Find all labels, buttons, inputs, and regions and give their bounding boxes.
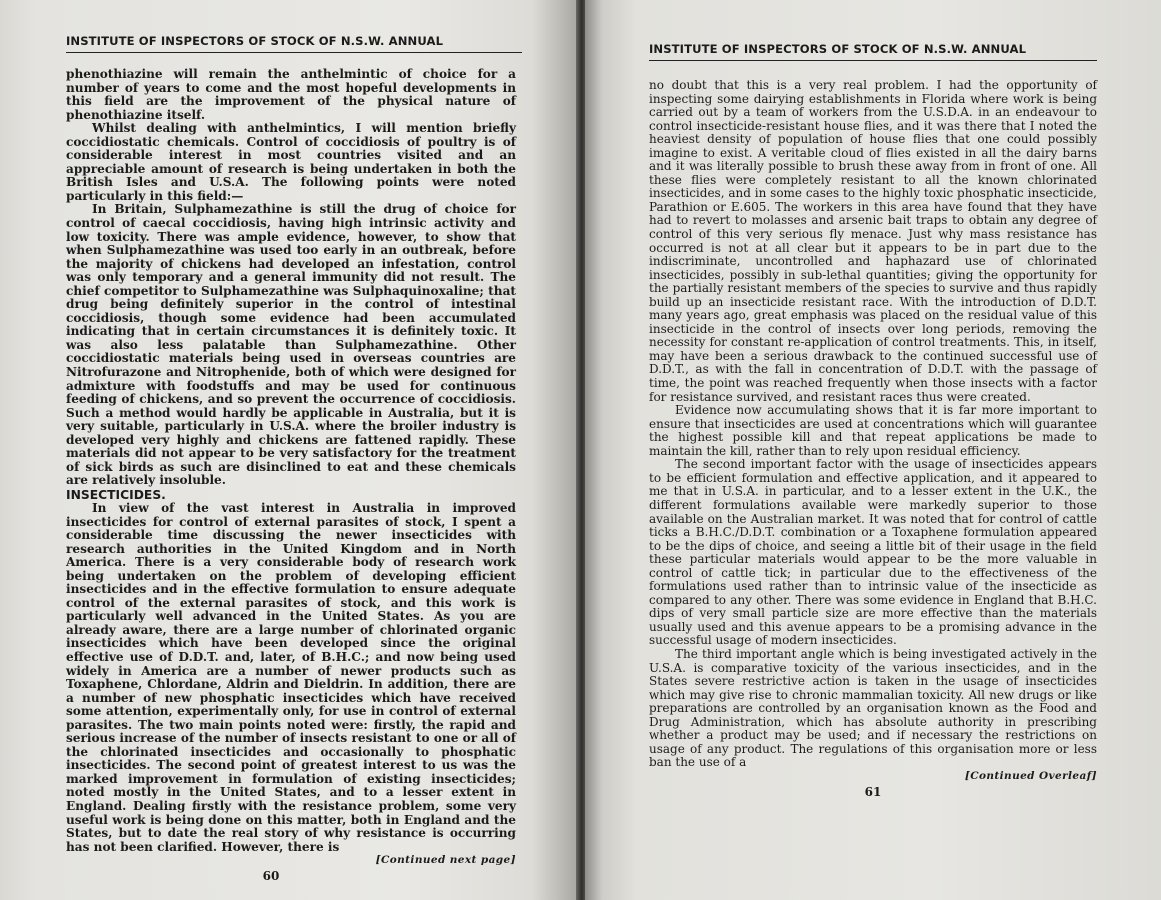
page-body bbox=[66, 68, 516, 854]
paragraph: The second important factor with the usage of insecticides appears to be efficient formulation and effective application, and it appeared to me that in U.S.A. in particular, and to a lesser extent in the U.K., the different formulations available were markedly superior to those available on the Australian market. It was noted that for control of cattle ticks a B.H.C./D.D.T. combination or a Toxaphene formulation appeared to be the dips of choice, and seeing a little bit of their usage in the field these particular materials would appear to be the more valuable in control of cattle tick; in particular due to the effectiveness of the formulations used rather than to intrinsic value of the insecticide as compared to any other. There was some evidence in England that B.H.C. dips of very small particle size are more effective than the materials usually used and this avenue appears to be a promising advance in the successful usage of modern insecticides. bbox=[649, 457, 1097, 648]
page-number: 60 bbox=[262, 869, 280, 884]
paragraph: Evidence now accumulating shows that it is far more important to ensure that insecticides are used at concentrations which will guarantee the highest possible kill and that repeat applications be made to maintain the kill, rather than to rely upon residual efficiency. bbox=[649, 403, 1097, 458]
continued-note: [Continued next page] bbox=[375, 854, 516, 867]
paragraph: phenothiazine will remain the anthelmintic of choice for a number of years to come and the most hopeful developments in this field are the improvement of the physical nature of phenothiazine itself. bbox=[66, 67, 516, 122]
page-number: 61 bbox=[864, 784, 882, 799]
paragraph: The third important angle which is being investigated actively in the U.S.A. is comparative toxicity of the various insecticides, and in the States severe restrictive action is taken in the usage of insecticides which may give rise to chronic mammalian toxicity. All new drugs or like preparations are controlled by an organisation known as the Food and Drug Administration, which has absolute authority in prescribing whether a product may be used; and if necessary the restrictions on usage of any product. The regulations of this organisation more or less ban the use of a bbox=[649, 646, 1097, 770]
paragraph: Whilst dealing with anthelmintics, I will mention briefly coccidiostatic chemicals. Control of coccidiosis of poultry is of considerable interest in most countries visited and an appreciable amount of research is being undertaken in both the British Isles and U.S.A. The following points were noted particularly in this field:— bbox=[66, 121, 516, 203]
running-header: INSTITUTE OF INSPECTORS OF STOCK OF N.S.W. ANNUAL bbox=[66, 34, 522, 53]
continued-note: [Continued Overleaf] bbox=[964, 769, 1097, 782]
running-header: INSTITUTE OF INSPECTORS OF STOCK OF N.S.W. ANNUAL bbox=[649, 42, 1097, 61]
paragraph: In Britain, Sulphamezathine is still the drug of choice for control of caecal coccidiosis, having high intrinsic activity and low toxicity. There was ample evidence, however, to show that when Sulphamezathine was used too early in an outbreak, before the majority of chickens had developed an infestation, control was only temporary and a general immunity did not result. The chief competitor to Sulphamezathine was Sulphaquinoxaline; that drug being definitely superior in the control of intestinal coccidiosis, though some evidence had been accumulated indicating that in certain circumstances it is definitely toxic. It was also less palatable than Sulphamezathine. Other coccidiostatic materials being used in overseas countries are Nitrofurazone and Nitrophenide, both of which were designed for admixture with foodstuffs and may be used for continuous feeding of chickens, and so prevent the occurrence of coccidiosis. Such a method would hardly be applicable in Australia, but it is very suitable, particularly in U.S.A. where the broiler industry is developed very highly and chickens are fattened rapidly. These materials did not appear to be very satisfactory for the treatment of sick birds as such are disinclined to eat and these chemicals are relatively insoluble. bbox=[66, 202, 516, 488]
page-body bbox=[649, 79, 1097, 770]
section-heading: INSECTICIDES. bbox=[66, 487, 166, 502]
paragraph: In view of the vast interest in Australia in improved insecticides for control of external parasites of stock, I spent a considerable time discussing the newer insecticides with research authorities in the United Kingdom and in North America. There is a very considerable body of research work being undertaken on the problem of developing efficient insecticides and in the effective formulation to ensure adequate control of the external parasites of stock, and this work is particularly well advanced in the United States. As you are already aware, there are a large number of chlorinated organic insecticides which have been developed since the original effective use of D.D.T. and, later, of B.H.C.; and now being used widely in America are a number of newer products such as Toxaphene, Chlordane, Aldrin and Dieldrin. In addition, there are a number of new phosphatic insecticides which have received some attention, experimentally only, for use in control of external parasites. The two main points noted were: firstly, the rapid and serious increase of the number of insects resistant to one or all of the chlorinated insecticides and occasionally to phosphatic insecticides. The second point of greatest interest to us was the marked improvement in formulation of existing insecticides; noted mostly in the United States, and to a lesser extent in England. Dealing firstly with the resistance problem, some very useful work is being done on this matter, both in England and the States, but to date the real story of why resistance is occurring has not been clarified. However, there is bbox=[66, 500, 516, 854]
left-page bbox=[0, 0, 578, 900]
right-page bbox=[585, 0, 1161, 900]
paragraph: no doubt that this is a very real problem. I had the opportunity of inspecting some dairying establishments in Florida where work is being carried out by a team of workers from the U.S.D.A. in an endeavour to control insecticide-resistant house flies, and it was there that I noted the heaviest density of population of house flies that one could possibly imagine to exist. A veritable cloud of flies existed in all the dairy barns and it was literally possible to brush these away from in front of one. All these flies were completely resistant to all the known chlorinated insecticides, and in some cases to the highly toxic phosphatic insecticide, Parathion or E.605. The workers in this area have found that they have had to revert to molasses and arsenic bait traps to obtain any degree of control of this very serious fly menace. Just why mass resistance has occurred is not at all clear but it appears to be in part due to the indiscriminate, uncontrolled and haphazard use of chlorinated insecticides, possibly in sub-lethal quantities; giving the opportunity for the partially resistant members of the species to survive and thus rapidly build up an insecticide resistant race. With the introduction of D.D.T. many years ago, great emphasis was placed on the residual value of this insecticide in the control of insects over long periods, removing the necessity for constant re-application of control treatments. This, in itself, may have been a serious drawback to the continued successful use of D.D.T., as with the fall in concentration of D.D.T. with the passage of time, the point was reached frequently when those insects with a factor for resistance survived, and resistant races thus were created. bbox=[649, 78, 1097, 404]
